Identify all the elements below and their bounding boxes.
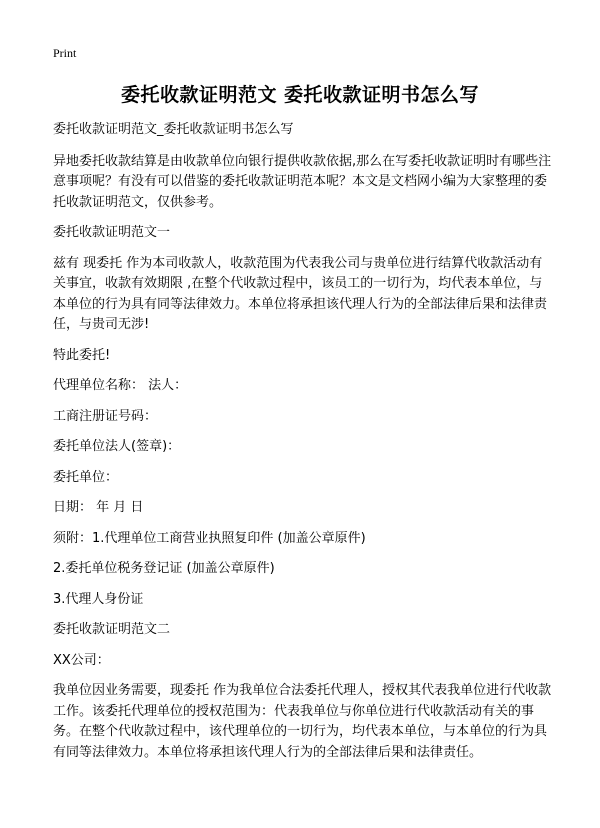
sample-two-body: 我单位因业务需要，现委托 作为我单位合法委托代理人，授权其代表我单位进行代收款工作。该委托代理单位的授权范围为：代表我单位与你单位进行代收款活动有关的事务。在整个代收款过程中，该代理单位的一切行为，均代表本单位，与本单位的行为具有同等法律效力。本单位将承担该代理人行为的全部法律后果和法律责任。 <box>53 683 552 760</box>
field-date: 日期： 年 月 日 <box>53 500 144 515</box>
field-agent-name: 代理单位名称： 法人： <box>53 378 188 393</box>
section-heading-one: 委托收款证明范文一 <box>53 225 171 240</box>
document-title: 委托收款证明范文 委托收款证明书怎么写 <box>120 84 480 106</box>
sample-one-closing: 特此委托! <box>53 347 111 363</box>
field-registration-number: 工商注册证号码： <box>53 408 158 424</box>
sample-one-body: 兹有 现委托 作为本司收款人，收款范围为代表我公司与贵单位进行结算代收款活动有关事宜，收款有效期限 ,在整个代收款过程中，该员工的一切行为，均代表本单位，与本单位的行为具有同等法律效力。本单位将承担该代理人行为的全部法律后果和法律责任，与贵司无涉! <box>53 255 548 332</box>
attachment-item-3: 3.代理人身份证 <box>53 591 144 607</box>
attachment-item-2: 2.委托单位税务登记证 (加盖公章原件) <box>53 561 275 576</box>
sample-two-salutation: XX公司： <box>53 652 110 668</box>
field-legal-signature: 委托单位法人(签章)： <box>53 439 181 454</box>
print-link[interactable]: Print <box>53 46 77 60</box>
field-entrusting-unit: 委托单位： <box>53 469 119 485</box>
document-subtitle: 委托收款证明范文_委托收款证明书怎么写 <box>53 122 294 137</box>
section-heading-two: 委托收款证明范文二 <box>53 622 171 637</box>
document-body <box>53 120 553 773</box>
attachment-item-1: 须附：1.代理单位工商营业执照复印件 (加盖公章原件) <box>53 530 366 546</box>
intro-paragraph: 异地委托收款结算是由收款单位向银行提供收款依据,那么在写委托收款证明时有哪些注意事项呢？有没有可以借鉴的委托收款证明范本呢？本文是文档网小编为大家整理的委托收款证明范文，仅供参考。 <box>53 153 552 210</box>
